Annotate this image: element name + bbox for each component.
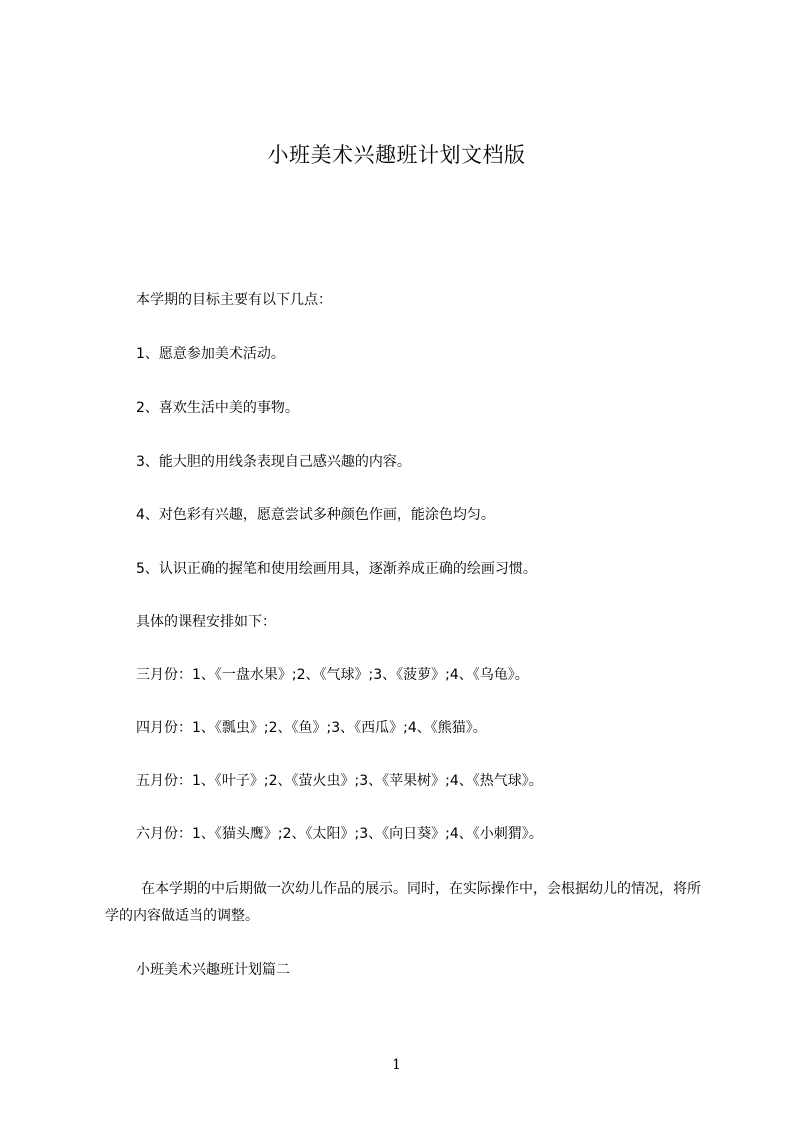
goal-item: 5、认识正确的握笔和使用绘画用具，逐渐养成正确的绘画习惯。: [136, 561, 537, 577]
schedule-heading: 具体的课程安排如下：: [136, 614, 276, 630]
document-title: 小班美术兴趣班计划文档版: [267, 143, 526, 167]
goals-intro: 本学期的目标主要有以下几点：: [136, 292, 332, 308]
goal-item: 1、愿意参加美术活动。: [136, 346, 285, 362]
goal-item: 3、能大胆的用线条表现自己感兴趣的内容。: [136, 454, 411, 470]
schedule-month-june: 六月份：1、《猫头鹰》;2、《太阳》;3、《向日葵》;4、《小刺猬》。: [136, 826, 543, 842]
schedule-month-april: 四月份：1、《瓢虫》;2、《鱼》;3、《西瓜》;4、《熊猫》。: [136, 720, 487, 736]
schedule-month-march: 三月份：1、《一盘水果》;2、《气球》;3、《菠萝》;4、《乌龟》。: [136, 667, 529, 683]
page-number: 1: [392, 1057, 401, 1073]
closing-paragraph: 在本学期的中后期做一次幼儿作品的展示。同时，在实际操作中，会根据幼儿的情况，将所学的内容做适当的调整。: [105, 881, 701, 924]
next-section-heading: 小班美术兴趣班计划篇二: [136, 962, 290, 978]
goal-item: 4、对色彩有兴趣，愿意尝试多种颜色作画，能涂色均匀。: [136, 507, 495, 523]
goal-item: 2、喜欢生活中美的事物。: [136, 400, 299, 416]
schedule-month-may: 五月份：1、《叶子》;2、《萤火虫》;3、《苹果树》;4、《热气球》。: [136, 773, 543, 789]
